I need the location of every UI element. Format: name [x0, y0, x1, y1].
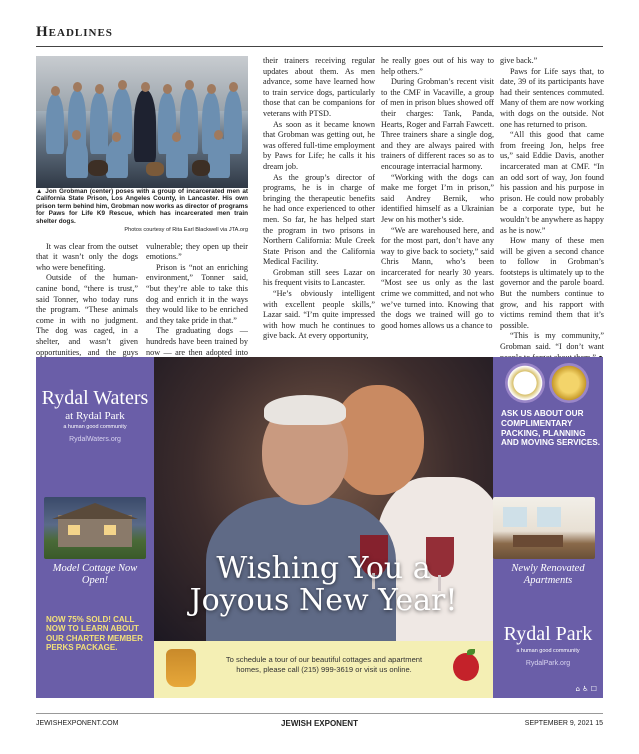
ad-right-panel [493, 357, 603, 698]
paragraph: “We are warehoused here, and for the most part, don’t have any way to give back to society,” said Chris Mann, who’s been incarcerated for nearly 30 years. “Most see us only as the last crime we committed, and not who we’ve turned into. Knowing that the dogs we trained will go to good homes allows us a chance to [381, 225, 494, 330]
model-cottage-photo [44, 497, 146, 559]
paragraph: It was clear from the outset that it wasn’t only the dogs who were benefiting. [36, 241, 138, 272]
paragraph: How many of these men will be given a second chance to follow in Grobman’s footsteps is ultimately up to the governor and the parole board. But the numbers continue to grow, and his rapport with victims remind them that it’s possible. [500, 236, 604, 330]
ad-bottom-banner [154, 641, 493, 698]
paragraph: The graduating dogs — hundreds have been trained by now — are then adopted into [146, 326, 248, 357]
renovated-apartments-label: Newly Renovated Apartments [511, 563, 585, 586]
footer-publication: JEWISH EXPONENT [281, 719, 358, 728]
ad-left-panel [36, 357, 154, 698]
apple-leaf-icon [467, 649, 475, 655]
article-column-4 [500, 56, 604, 363]
paragraph: “All this good that came from freeing Jon, helps free us,” said Eddie Davis, another incarcerated man at CMF. “In an odd sort of way, Jon found his passion and his purpose in prison. He could now probably be a corporate type, but he wouldn’t be anywhere as happy as he is now.” [500, 130, 604, 235]
paragraph: “He’s obviously intelligent with excellent people skills,” Lazar said. “I’m quite impressed with how much he continues to give back. At every opportunity, [263, 289, 375, 341]
paragraph: As soon as it became known that Grobman was getting out, he was offered full-time employment by Paws for Life; he calls it his dream job. [263, 119, 375, 171]
section-heading: Headlines [36, 24, 113, 40]
rydal-park-brand: Rydal Park [503, 623, 593, 645]
heading-rule [36, 46, 603, 47]
group-photo [36, 56, 248, 188]
paragraph: their trainers receiving regular updates about them. As men advance, some have learned how to train service dogs, particularly those that can be companions for veterans with PTSD. [263, 56, 375, 118]
paragraph: he really goes out of his way to help others.” [381, 56, 494, 76]
paragraph: Outside of the human-canine bond, “there is trust,” said Tonner, who today runs the program. “These animals come in with no judgment. The dog was caged, in a shelter, and wasn’t given opportunities, and the guys vulnerable; they open up their emotions.” [36, 241, 248, 357]
left-tagline: a human good community [63, 424, 127, 430]
headline-line-2: Joyous New Year! [189, 583, 458, 618]
renovated-apartment-photo [493, 497, 595, 559]
paragraph: give back.” [500, 56, 538, 65]
headline-line-1: Wishing You a [216, 551, 431, 586]
apple-icon [453, 653, 479, 681]
paragraph: Paws for Life says that, to date, 39 of its participants have had their sentences commuted. Many of them are now working with dogs on the outside. Not one has returned to prison. [500, 66, 604, 129]
photo-credit: Photos courtesy of Rita Earl Blackwell via JTA.org [124, 227, 248, 234]
footer-date-page: SEPTEMBER 9, 2021 15 [524, 720, 603, 727]
ad-headline [154, 553, 493, 617]
article-column-1 [36, 56, 248, 379]
accessibility-icons: ⌂ ♿ ☐ [575, 685, 597, 693]
paragraph: Prison is “not an enriching environment,” Tonner said, “but they’re able to take this dog and enrich it in the ways they would like to be enriched and they take pride in that.” [146, 262, 248, 325]
paragraph: Grobman still sees Lazar on his frequent visits to Lancaster. [263, 267, 375, 288]
rydal-advertisement [36, 357, 603, 698]
article-column-3 [381, 56, 494, 331]
rydal-park-url[interactable]: RydalPark.org [525, 660, 571, 667]
tour-schedule-text: To schedule a tour of our beautiful cottages and apartment homes, please call (215) 999-3619 or visit us online. [225, 655, 423, 674]
rydal-waters-url[interactable]: RydalWaters.org [69, 436, 121, 443]
photo-caption: ▲ Jon Grobman (center) poses with a group of incarcerated men at California State Prison, Los Angeles County, in Lancaster. His own prison term behind him, Grobman now works as director of programs for Paws for Life K9 Rescue, which has incarcerated men train shelter dogs. [36, 188, 248, 225]
award-badge-icon [505, 363, 545, 403]
paragraph: “Working with the dogs can make me forget I’m in prison,” said Andrey Bernik, who identified himself as a Ukrainian Jew on his mother’s side. [381, 172, 494, 224]
left-promo-text: NOW 75% SOLD! CALL NOW TO LEARN ABOUT OUR CHARTER MEMBER PERKS PACKAGE. [46, 615, 143, 653]
right-tagline: a human good community [516, 648, 580, 654]
paragraph: “This is my community,” Grobman said. “I don’t want [500, 331, 604, 352]
right-promo-text: ASK US ABOUT OUR COMPLIMENTARY PACKING, PLANNING AND MOVING SERVICES. [501, 409, 601, 448]
rydal-waters-brand: Rydal Waters [41, 387, 149, 409]
paragraph: As the group’s director of programs, he is in charge of bringing the therapeutic benefits he had once experienced to other men. So far, he has helped start the program in two prisons in Northern California: Mule Creek State Prison and the California Medical Facility. [263, 172, 375, 267]
paragraph: During Grobman’s recent visit to the CMF in Vacaville, a group of men in prison blues showed off their charges: Tank, Panda, Hearts, Roger and Farrah Fawcett. Three trainers share a single dog, and they are always paired with trainers of different races so as to encourage interracial harmony. [381, 77, 494, 171]
model-cottage-label: Model Cottage Now Open! [52, 563, 138, 586]
article-column-2 [263, 56, 375, 342]
rydal-waters-sub: at Rydal Park [65, 410, 125, 422]
award-seal-icon [549, 363, 589, 403]
footer-website[interactable]: JEWISHEXPONENT.COM [36, 720, 119, 727]
honey-jar-icon [166, 649, 196, 687]
footer-rule [36, 713, 603, 714]
